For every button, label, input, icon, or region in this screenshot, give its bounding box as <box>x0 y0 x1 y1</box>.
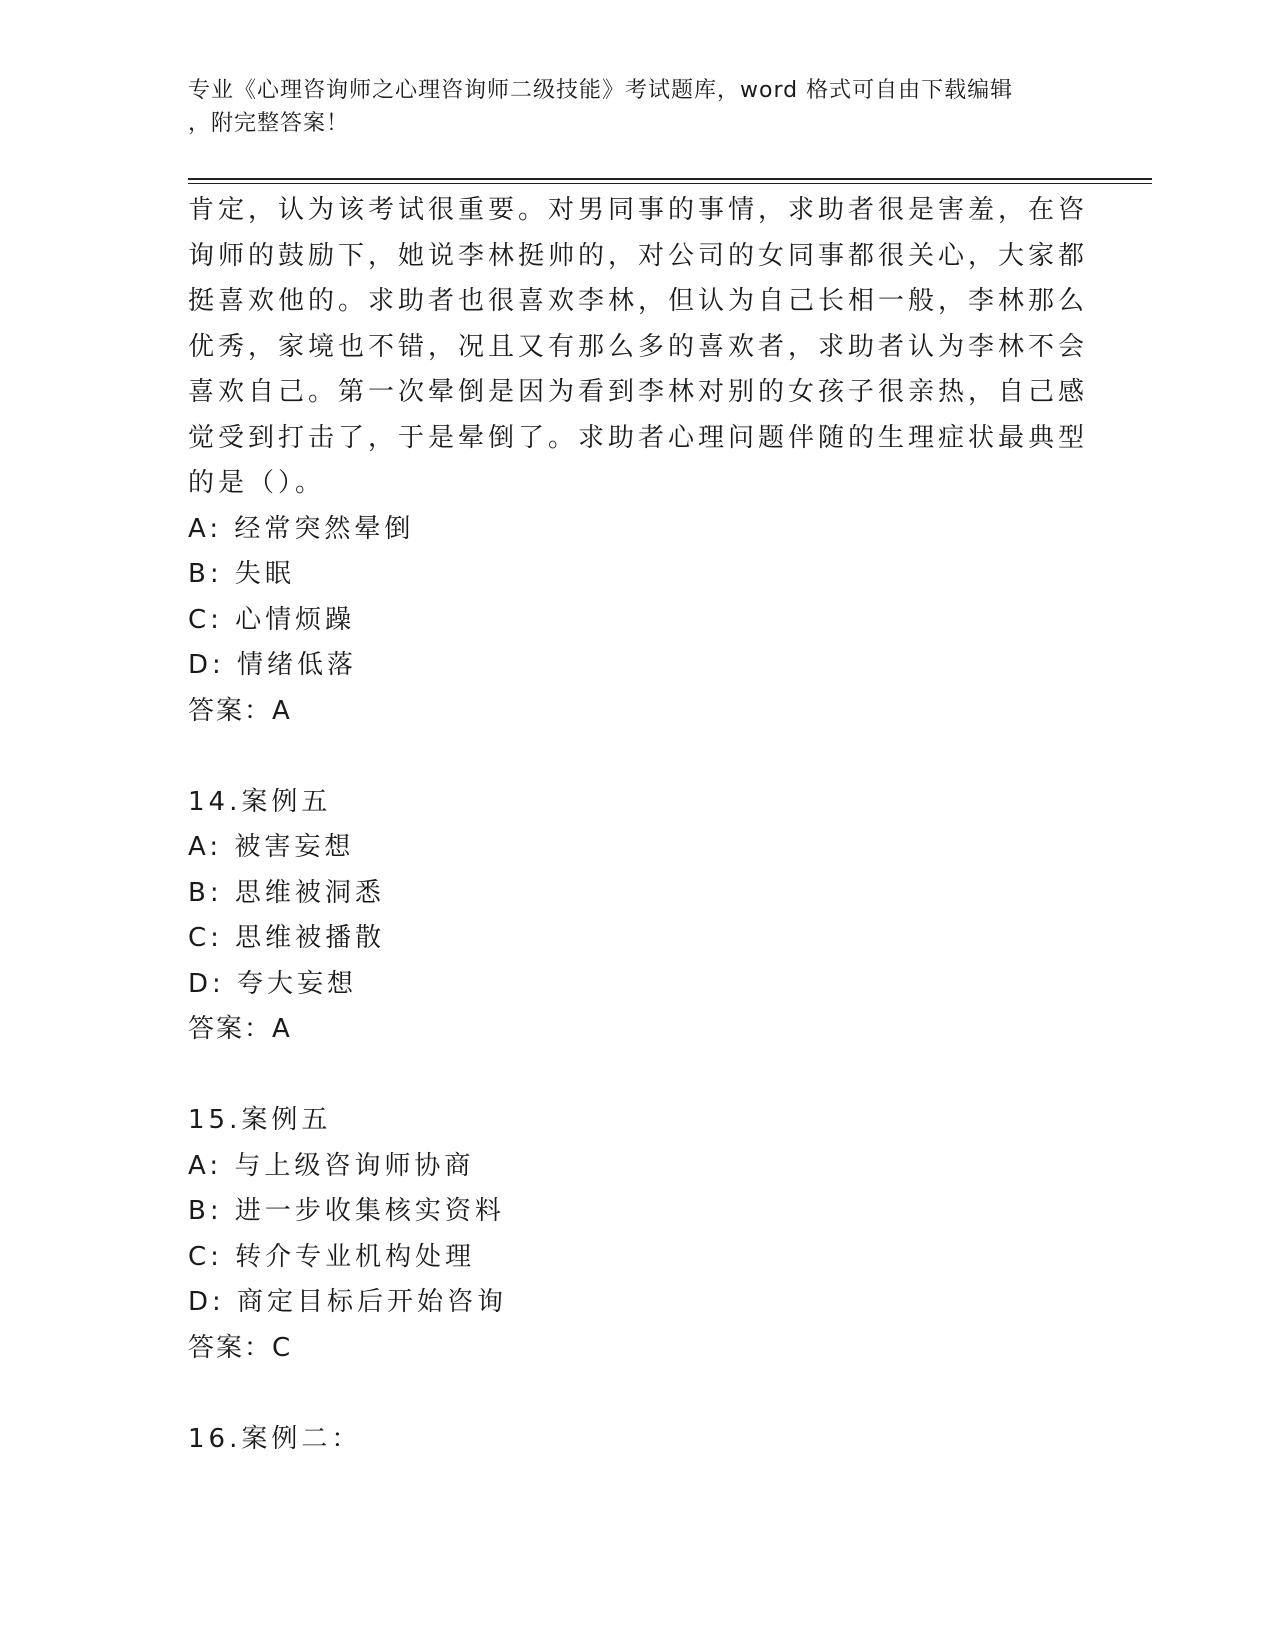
document-body <box>188 188 1089 1462</box>
option-d: D: 情绪低落 <box>188 650 358 680</box>
option-c: C: 心情烦躁 <box>188 604 356 635</box>
question-15 <box>188 1098 1068 1371</box>
question-text-line: 觉受到打击了，于是晕倒了。求助者心理问题伴随的生理症状最典型 <box>188 422 1089 453</box>
question-13 <box>188 188 1089 734</box>
answer: 答案：C <box>188 1332 293 1363</box>
option-a: A: 被害妄想 <box>188 832 355 862</box>
question-text-line: 的是（）。 <box>188 468 326 498</box>
question-title: 15.案例五 <box>188 1105 332 1135</box>
option-b: B: 进一步收集核实资料 <box>188 1196 505 1226</box>
option-d: D: 夸大妄想 <box>188 968 358 999</box>
option-c: C: 转介专业机构处理 <box>188 1241 476 1272</box>
question-text-line: 喜欢自己。第一次晕倒是因为看到李林对别的女孩子很亲热，自己感 <box>188 377 1089 407</box>
question-14 <box>188 780 1068 1053</box>
header-line-2: ，附完整答案！ <box>188 111 350 136</box>
spacer <box>188 734 1068 780</box>
option-b: B: 失眠 <box>188 559 295 589</box>
document-header <box>188 74 1088 140</box>
answer: 答案：A <box>188 1014 292 1044</box>
question-text-line: 优秀，家境也不错，况且又有那么多的喜欢者，求助者认为李林不会 <box>188 331 1089 362</box>
question-text-line: 询师的鼓励下，她说李林挺帅的，对公司的女同事都很关心，大家都 <box>188 240 1089 271</box>
spacer <box>188 1053 1068 1099</box>
option-d: D: 商定目标后开始咨询 <box>188 1287 508 1317</box>
question-text-line: 挺喜欢他的。求助者也很喜欢李林，但认为自己长相一般，李林那么 <box>188 286 1089 316</box>
option-c: C: 思维被播散 <box>188 923 386 953</box>
question-title: 14.案例五 <box>188 786 332 817</box>
question-text-line: 肯定，认为该考试很重要。对男同事的事情，求助者很是害羞，在咨 <box>188 195 1089 225</box>
header-divider-thin <box>188 183 1152 184</box>
option-a: A: 经常突然晕倒 <box>188 513 415 544</box>
question-16 <box>188 1417 1068 1463</box>
header-divider-thick <box>188 178 1152 180</box>
header-line-1: 专业《心理咨询师之心理咨询师二级技能》考试题库，word 格式可自由下载编辑 <box>188 78 1014 103</box>
option-a: A: 与上级咨询师协商 <box>188 1150 475 1181</box>
answer: 答案：A <box>188 695 292 726</box>
option-b: B: 思维被洞悉 <box>188 877 385 908</box>
question-title: 16.案例二： <box>188 1423 362 1454</box>
spacer <box>188 1371 1068 1417</box>
